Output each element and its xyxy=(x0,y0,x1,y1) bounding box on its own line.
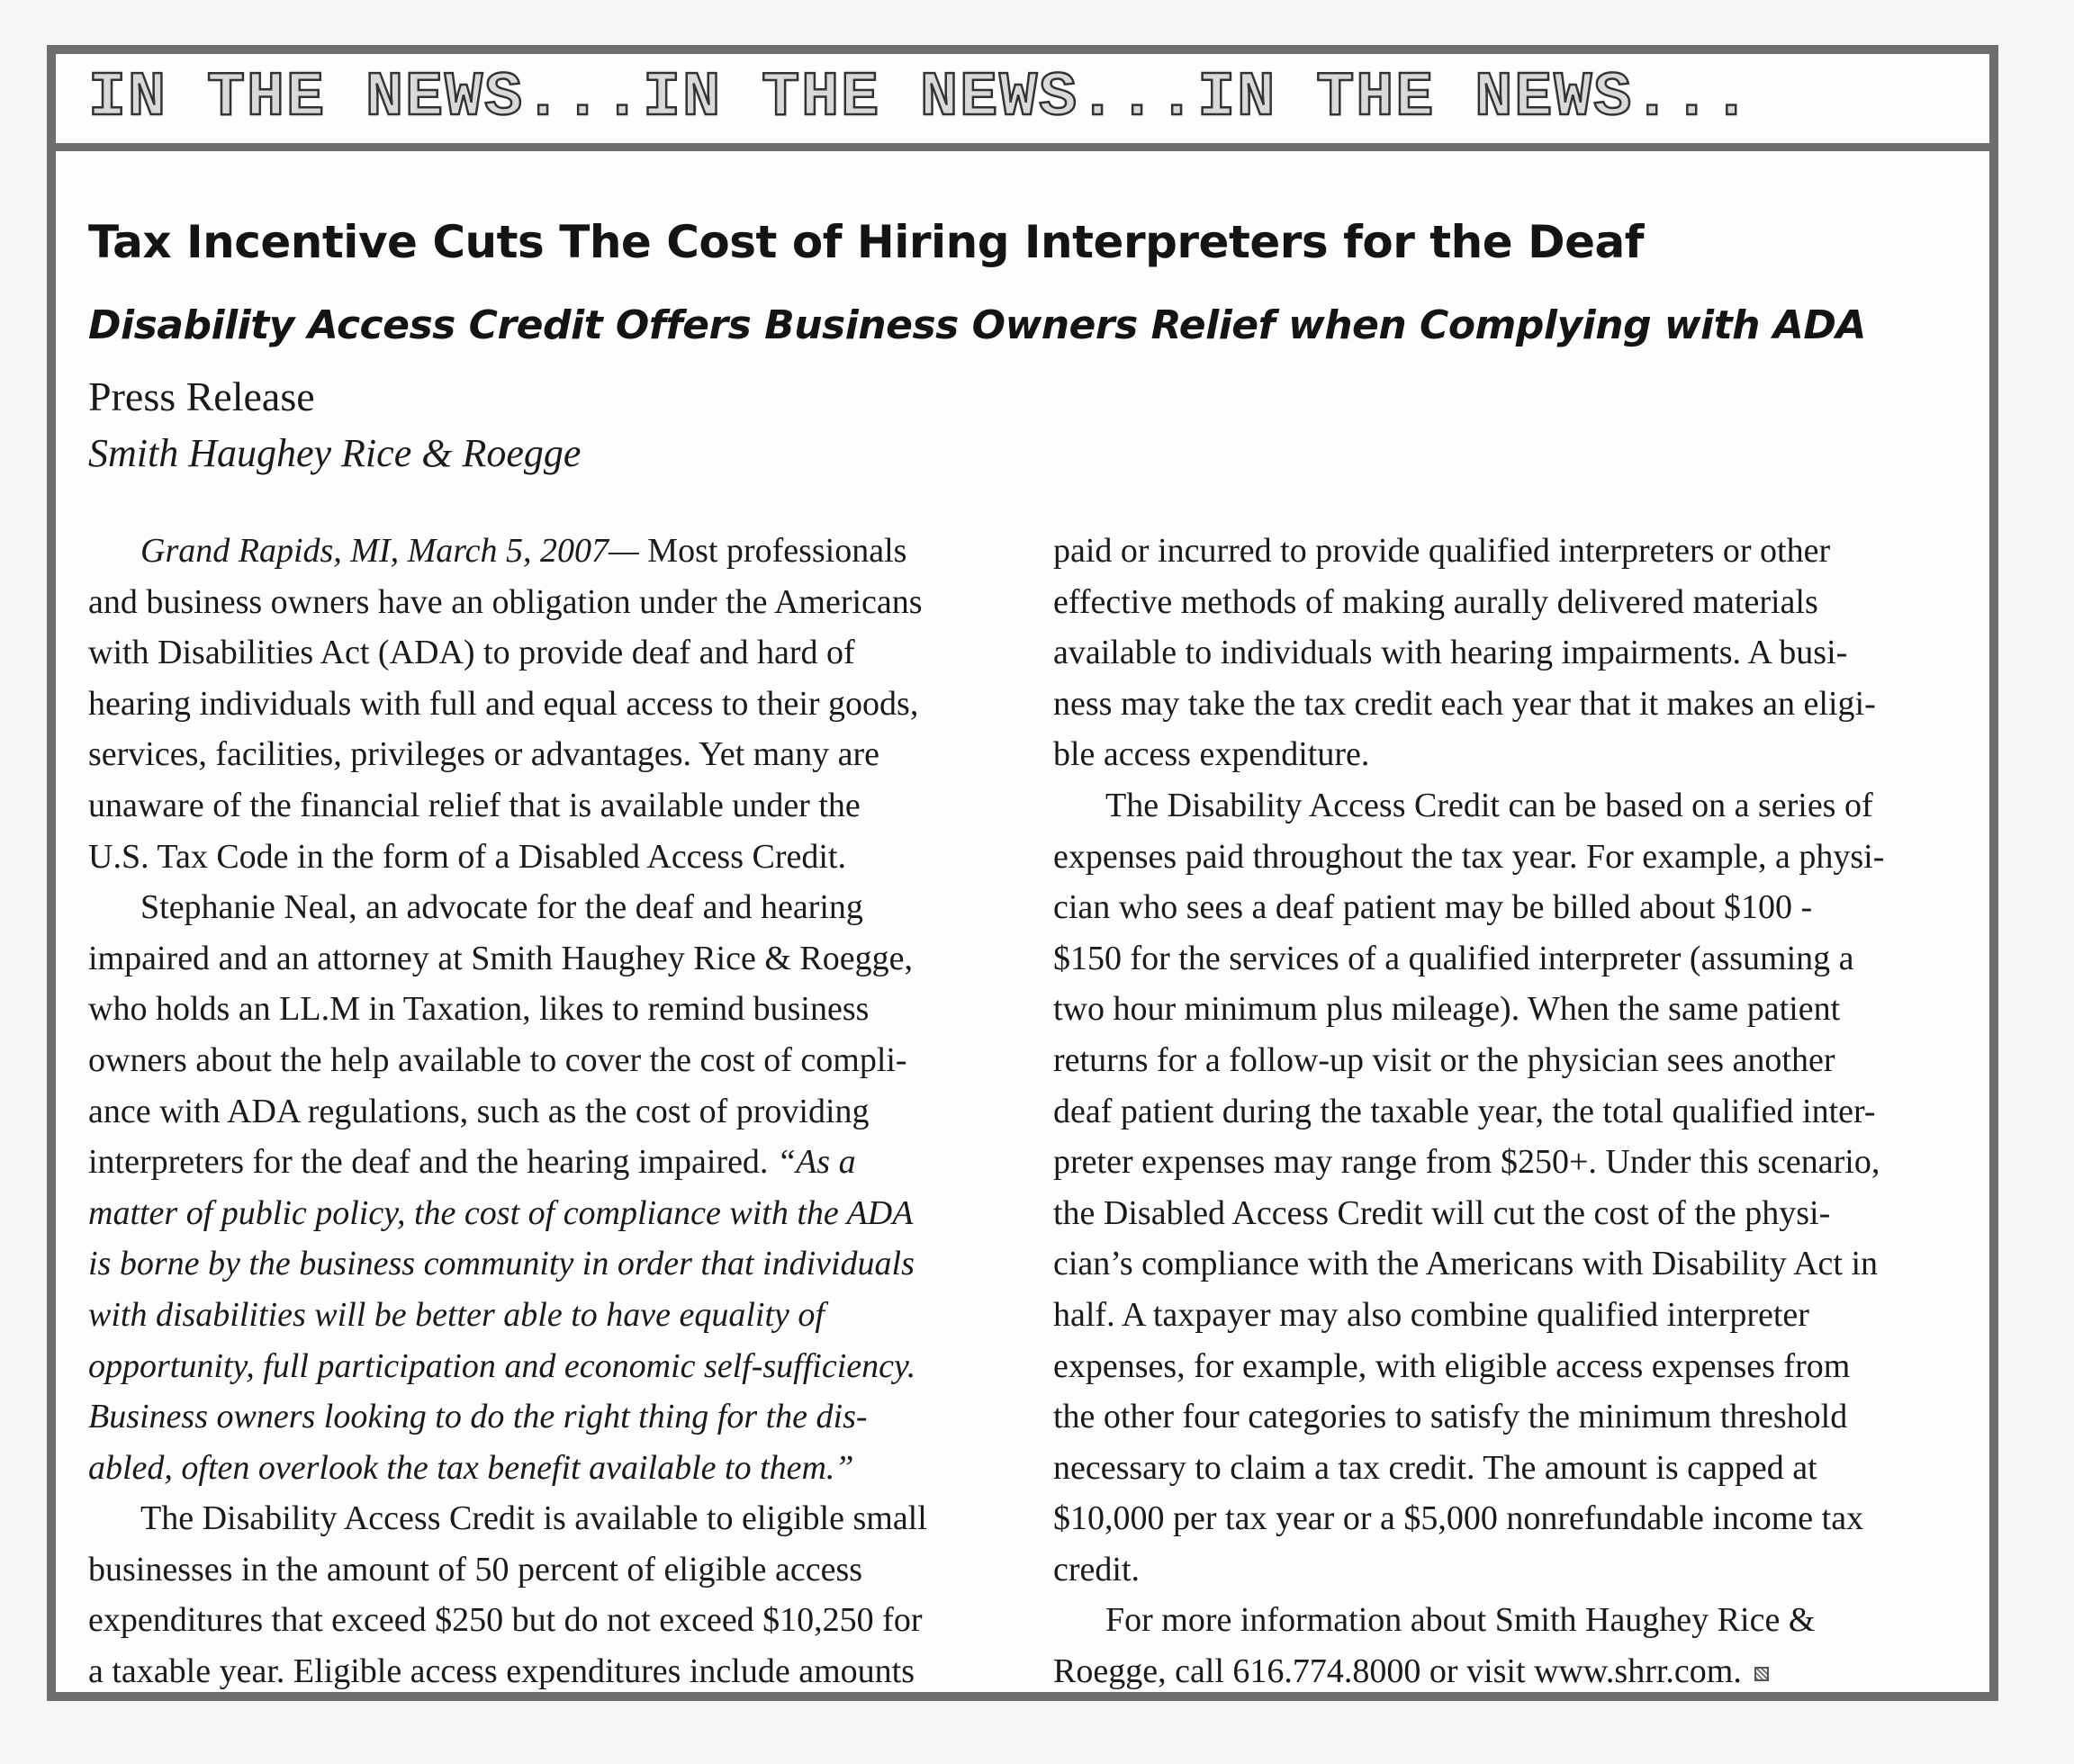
quote-line: Business owners looking to do the right thing for the dis- xyxy=(88,1398,868,1436)
text-line: and business owners have an obligation under the Americans xyxy=(88,582,923,621)
paragraph xyxy=(88,1493,1024,1544)
text-line: $150 for the services of a qualified interpreter (assuming a xyxy=(1053,939,1854,977)
text-line: who holds an LL.M in Taxation, likes to remind business xyxy=(88,990,870,1029)
text-line: cian’s compliance with the Americans with Disability Act in xyxy=(1053,1245,1879,1283)
article-byline: Smith Haughey Rice & Roegge xyxy=(88,431,582,475)
quote-line: with disabilities will be better able to have equality of xyxy=(88,1295,825,1334)
quote-line: opportunity, full participation and economic self-sufficiency. xyxy=(88,1346,916,1385)
text-line xyxy=(88,526,1024,577)
text-line: expenditures that exceed $250 but do not exceed $10,250 for xyxy=(88,1601,923,1640)
text-line: a taxable year. Eligible access expenditures include amounts xyxy=(88,1652,915,1691)
text-line: businesses in the amount of 50 percent of eligible access xyxy=(88,1550,863,1588)
text-line: services, facilities, privileges or advantages. Yet many are xyxy=(88,735,879,774)
article-headline: Tax Incentive Cuts The Cost of Hiring Interpreters for the Deaf xyxy=(88,216,1644,268)
text-line: $10,000 per tax year or a $5,000 nonrefundable income tax xyxy=(1053,1499,1864,1538)
paragraph-continuation xyxy=(88,1544,1024,1697)
article-subheadline: Disability Access Credit Offers Business Owners Relief when Complying with ADA xyxy=(88,302,1866,348)
dateline: Grand Rapids, MI, March 5, 2007— xyxy=(140,532,639,570)
text-line: owners about the help available to cover the cost of compli- xyxy=(88,1040,907,1079)
left-column xyxy=(88,526,1024,1697)
quote-line: is borne by the business community in order that individuals xyxy=(88,1245,915,1283)
text-line: half. A taxpayer may also combine qualified interpreter xyxy=(1053,1295,1809,1334)
text-line: returns for a follow-up visit or the physician sees another xyxy=(1053,1040,1835,1079)
paragraph xyxy=(1053,1595,1989,1646)
text-line: preter expenses may range from $250+. Under this scenario, xyxy=(1053,1143,1880,1182)
text-line xyxy=(88,1137,1024,1188)
text-line: unaware of the financial relief that is available under the xyxy=(88,786,861,824)
text-line: hearing individuals with full and equal access to their goods, xyxy=(88,684,919,723)
right-column xyxy=(1053,526,1989,1697)
paragraph-continuation xyxy=(1053,1646,1989,1697)
text-line: ance with ADA regulations, such as the cost of providing xyxy=(88,1092,870,1130)
contact-line: Roegge, call 616.774.8000 or visit www.shrr.com. xyxy=(1053,1652,1742,1691)
paragraph xyxy=(1053,780,1989,832)
text-line: The Disability Access Credit can be based on a series of xyxy=(1105,786,1873,824)
end-of-article-square-icon xyxy=(1754,1667,1769,1681)
text-line: available to individuals with hearing impairments. A busi- xyxy=(1053,634,1848,672)
paragraph-continuation xyxy=(1053,832,1989,1596)
in-the-news-banner xyxy=(56,54,1989,151)
quote-line: abled, often overlook the tax benefit available to them.” xyxy=(88,1448,854,1487)
banner-text: IN THE NEWS...IN THE NEWS...IN THE NEWS... xyxy=(88,63,1753,134)
paragraph xyxy=(88,526,1024,577)
text-line: impaired and an attorney at Smith Haughey Rice & Roegge, xyxy=(88,939,913,977)
text-line: credit. xyxy=(1053,1550,1141,1588)
text-line: ness may take the tax credit each year that it makes an eligi- xyxy=(1053,684,1876,723)
text-line: expenses paid throughout the tax year. For example, a physi- xyxy=(1053,837,1885,876)
quote-line: matter of public policy, the cost of compliance with the ADA xyxy=(88,1193,914,1232)
text-line: The Disability Access Credit is available to eligible small xyxy=(140,1499,927,1538)
text-line: with Disabilities Act (ADA) to provide deaf and hard of xyxy=(88,634,855,672)
quote-start: “As a xyxy=(776,1143,856,1182)
paragraph-continuation xyxy=(88,933,1024,1494)
article-kicker: Press Release xyxy=(88,374,315,419)
text-line: the Disabled Access Credit will cut the cost of the physi- xyxy=(1053,1193,1831,1232)
text-line xyxy=(1053,1646,1989,1697)
text-segment: interpreters for the deaf and the hearing impaired. xyxy=(88,1143,777,1182)
text-line: For more information about Smith Haughey Rice & xyxy=(1105,1601,1816,1640)
text-line: cian who sees a deaf patient may be billed about $100 - xyxy=(1053,888,1813,927)
text-segment: Most professionals xyxy=(638,532,907,570)
news-clipping-frame xyxy=(47,45,1998,1701)
text-line: ble access expenditure. xyxy=(1053,735,1370,774)
text-line: effective methods of making aurally delivered materials xyxy=(1053,582,1818,621)
text-line: necessary to claim a tax credit. The amount is capped at xyxy=(1053,1448,1817,1487)
text-line: two hour minimum plus mileage). When the same patient xyxy=(1053,990,1841,1029)
text-line: paid or incurred to provide qualified interpreters or other xyxy=(1053,532,1831,570)
paragraph-continuation xyxy=(1053,526,1989,780)
article xyxy=(56,151,1989,1692)
text-line: U.S. Tax Code in the form of a Disabled Access Credit. xyxy=(88,837,846,876)
text-line: the other four categories to satisfy the minimum threshold xyxy=(1053,1398,1848,1436)
text-line: Stephanie Neal, an advocate for the deaf and hearing xyxy=(140,888,863,927)
text-line: expenses, for example, with eligible access expenses from xyxy=(1053,1346,1851,1385)
paragraph-continuation xyxy=(88,577,1024,883)
paragraph xyxy=(88,882,1024,933)
text-line: deaf patient during the taxable year, the total qualified inter- xyxy=(1053,1092,1876,1130)
